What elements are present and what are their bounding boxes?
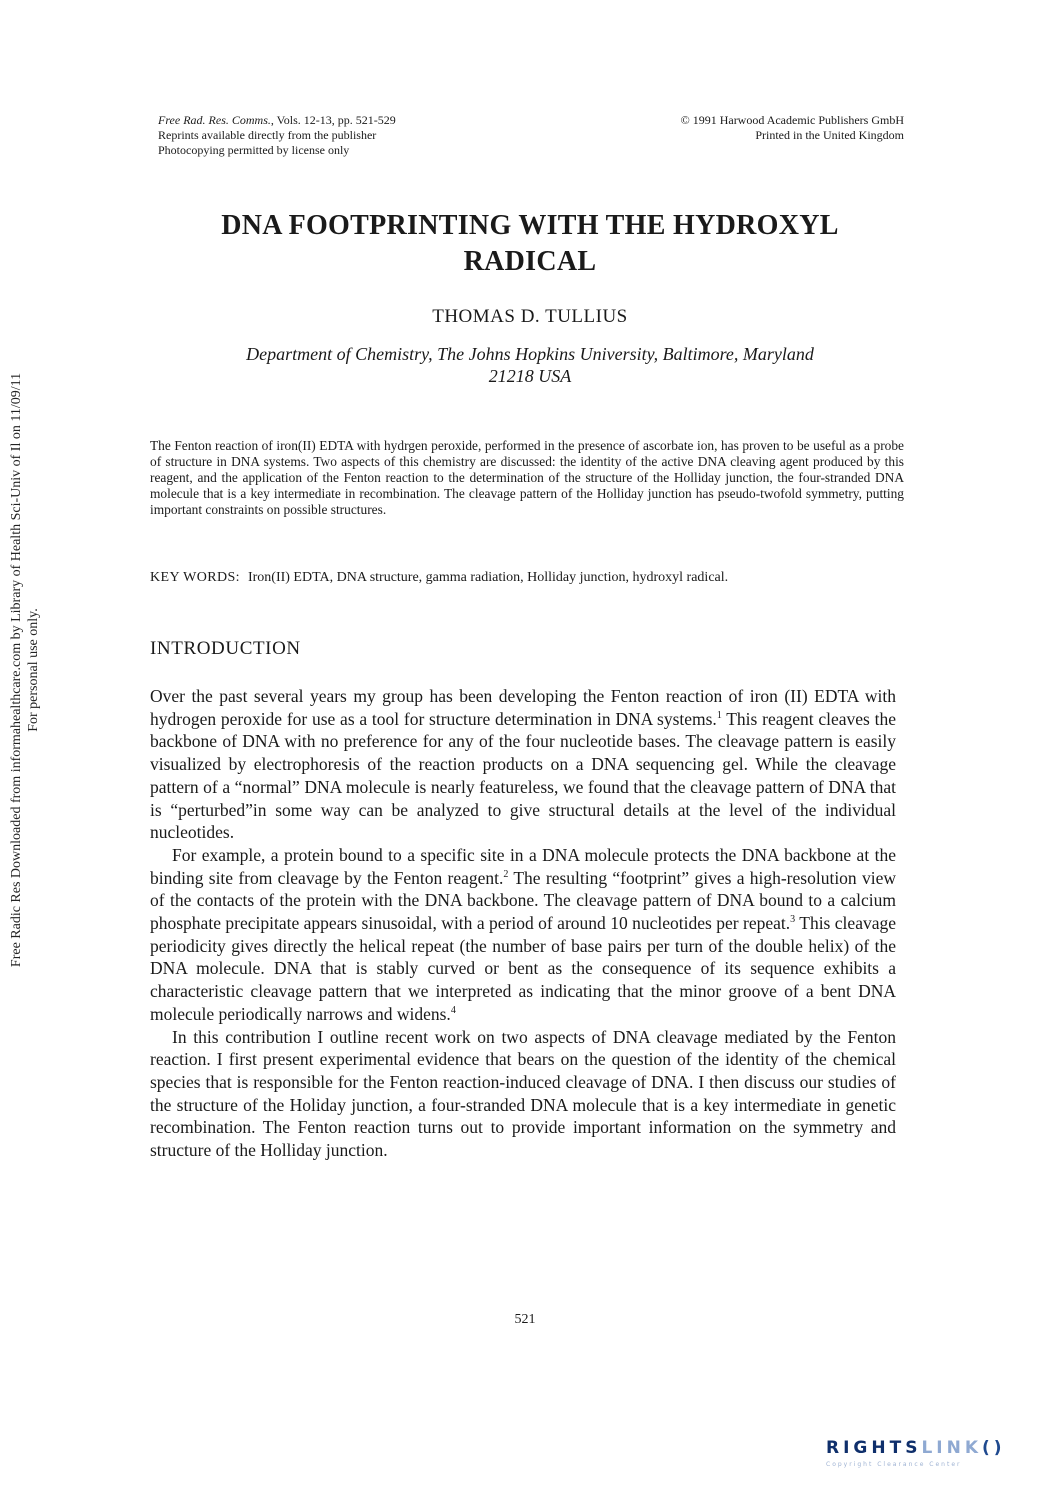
reference-2: 2: [503, 868, 509, 880]
download-watermark: [8, 255, 42, 1085]
keywords-label: KEY WORDS:: [150, 570, 240, 585]
printed-note: Printed in the United Kingdom: [755, 128, 904, 142]
page-number: 521: [514, 1312, 536, 1327]
paragraph-2-text-b: The resulting “footprint” gives a high-resolution view of the contacts of the protein with the DNA backbone. The cleavage pattern of DNA bound to a calcium phosphate precipitate appears sinusoidal, with a period of around 10 nucleotides per repeat.: [150, 867, 896, 934]
affiliation: [150, 343, 910, 387]
rightslink-arrow-icon: (): [982, 1438, 1006, 1458]
rightslink-link: LINK: [921, 1438, 982, 1458]
watermark-line-1: Free Radic Res Downloaded from informahealthcare.com by Library of Health Sci-Univ of Il on 11/09/11: [9, 372, 24, 968]
paper-title: [120, 208, 940, 280]
affiliation-line-1: Department of Chemistry, The Johns Hopkins University, Baltimore, Maryland: [246, 344, 814, 364]
reference-1: 1: [716, 709, 722, 721]
paragraph-2: [150, 844, 896, 1026]
rightslink-logo[interactable]: [826, 1438, 1036, 1472]
author-name: THOMAS D. TULLIUS: [432, 306, 628, 327]
affiliation-line-2: 21218 USA: [488, 366, 572, 386]
section-heading: INTRODUCTION: [150, 638, 301, 659]
paragraph-2-text-a: For example, a protein bound to a specific site in a DNA molecule protects the DNA backbone at the binding site from cleavage by the Fenton reagent.: [150, 844, 896, 888]
paragraph-1: [150, 685, 896, 844]
keywords: [150, 570, 910, 586]
paragraph-1-text-a: Over the past several years my group has been developing the Fenton reaction of iron (II) EDTA with hydrogen peroxide for use as a tool for structure determination in DNA systems.: [150, 686, 896, 729]
rightslink-rights: RIGHTS: [826, 1438, 922, 1458]
body-text: [150, 685, 896, 1162]
running-header-right: [560, 113, 904, 143]
paragraph-2-text-c: This cleavage periodicity gives directly the helical repeat (the number of base pairs per turn of the double helix) of the DNA molecule. DNA that is stably curved or bent as the consequence of its sequence exhibits a characteristic cleavage pattern that we interpreted as indicating that the minor groove of a bent DNA molecule periodically narrows and widens.: [150, 913, 896, 1024]
volume-pages: , Vols. 12-13, pp. 521-529: [270, 113, 396, 127]
reference-4: 4: [450, 1005, 456, 1017]
copyright-note: © 1991 Harwood Academic Publishers GmbH: [680, 113, 904, 127]
paragraph-1-text-b: This reagent cleaves the backbone of DNA with no preference for any of the four nucleotide bases. The cleavage pattern is easily visualized by electrophoresis of the reaction products on a DNA sequencing gel. While the cleavage pattern of a “normal” DNA molecule is nearly featureless, we found that the cleavage pattern of DNA that is “perturbed”in some way can be analyzed to give structural details at the level of the individual nucleotides.: [150, 708, 896, 843]
watermark-line-2: For personal use only.: [26, 608, 41, 732]
rightslink-wordmark: [826, 1438, 1006, 1458]
rightslink-subtitle: Copyright Clearance Center: [826, 1461, 962, 1468]
title-line-2: RADICAL: [463, 246, 597, 277]
keywords-text: Iron(II) EDTA, DNA structure, gamma radiation, Holliday junction, hydroxyl radical.: [247, 570, 729, 585]
paragraph-3: In this contribution I outline recent work on two aspects of DNA cleavage mediated by the Fenton reaction. I first present experimental evidence that bears on the question of the identity of the chemical species that is responsible for the Fenton reaction-induced cleavage of DNA. I then discuss our studies of the structure of the Holiday junction, a four-stranded DNA molecule that is a key intermediate in genetic recombination. The Fenton reaction turns out to provide important information on the symmetry and structure of the Holliday junction.: [150, 1026, 896, 1161]
running-header-left: [158, 113, 396, 158]
journal-name: Free Rad. Res. Comms.: [158, 113, 271, 127]
abstract: The Fenton reaction of iron(II) EDTA with hydrgen peroxide, performed in the presence of ascorbate ion, has proven to be useful as a probe of structure in DNA systems. Two aspects of this chemistry are discussed: the identity of the active DNA cleaving agent produced by this reagent, and the application of the Fenton reaction to the determination of the structure of the Holliday junction, the four-stranded DNA molecule that is a key intermediate in recombination. The cleavage pattern of the Holliday junction has pseudo-twofold symmetry, putting important constraints on possible structures.: [150, 438, 904, 518]
reprints-note: Reprints available directly from the publisher: [158, 128, 377, 142]
reference-3: 3: [790, 914, 796, 926]
title-line-1: DNA FOOTPRINTING WITH THE HYDROXYL: [221, 210, 839, 241]
photocopy-note: Photocopying permitted by license only: [158, 143, 350, 157]
